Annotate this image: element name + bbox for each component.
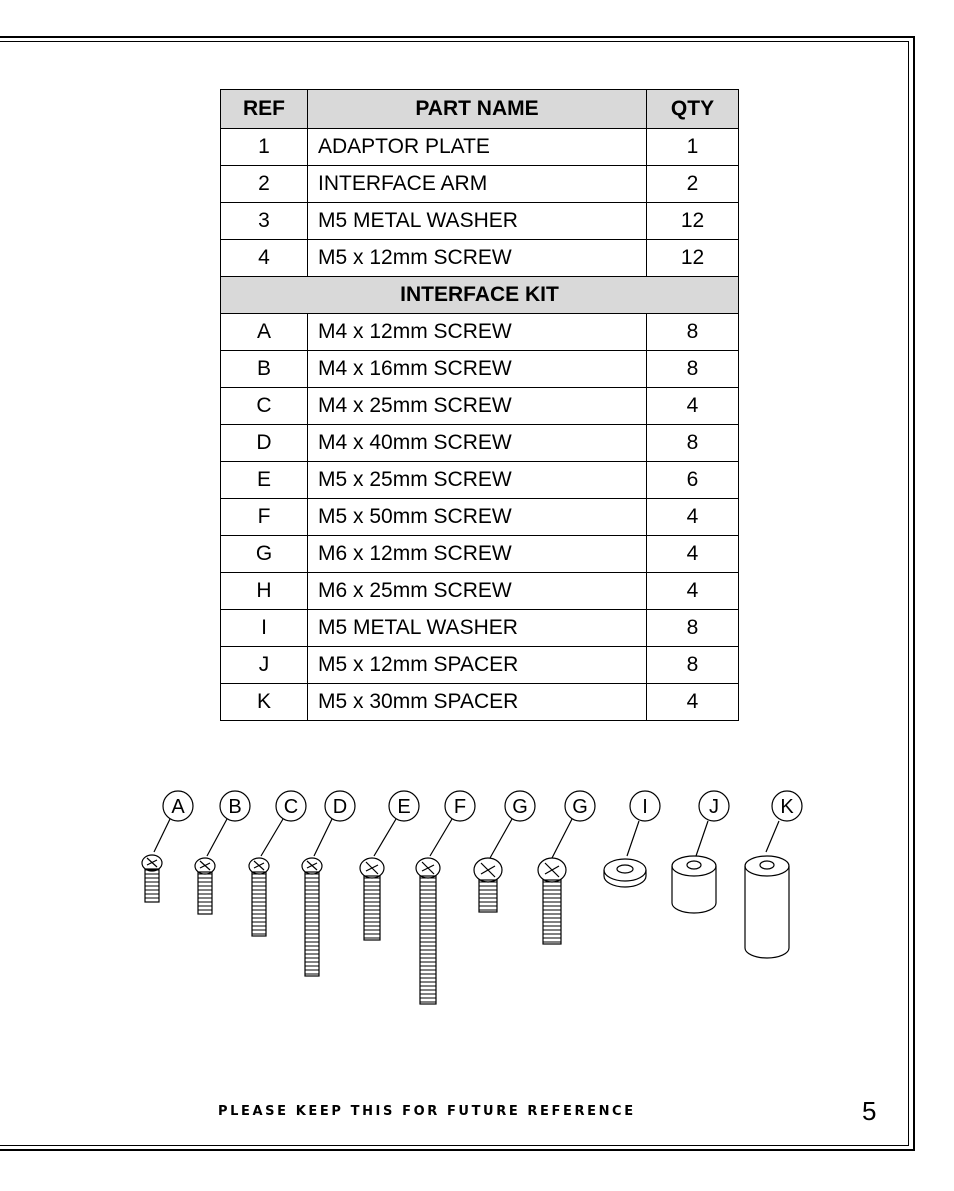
row-qty: 8	[647, 314, 739, 351]
callout-g1	[490, 791, 535, 858]
header-ref: REF	[221, 90, 308, 129]
table-row	[221, 203, 739, 240]
row-part-name: M5 x 50mm SCREW	[308, 499, 647, 536]
row-ref: 4	[221, 240, 308, 277]
table-row	[221, 314, 739, 351]
row-qty: 8	[647, 647, 739, 684]
row-qty: 12	[647, 240, 739, 277]
row-part-name: M4 x 12mm SCREW	[308, 314, 647, 351]
row-qty: 6	[647, 462, 739, 499]
table-row	[221, 425, 739, 462]
row-part-name: M5 x 25mm SCREW	[308, 462, 647, 499]
row-ref: J	[221, 647, 308, 684]
row-part-name: M4 x 16mm SCREW	[308, 351, 647, 388]
row-ref: K	[221, 684, 308, 721]
spacer-k-icon	[745, 856, 789, 958]
row-ref: H	[221, 573, 308, 610]
table-row	[221, 166, 739, 203]
table-row	[221, 351, 739, 388]
callout-label-d: D	[332, 796, 348, 818]
callout-label-c: C	[283, 796, 299, 818]
row-ref: C	[221, 388, 308, 425]
table-row	[221, 499, 739, 536]
spacer-j-icon	[672, 856, 716, 913]
callout-label-f: F	[453, 796, 467, 818]
row-part-name: M6 x 25mm SCREW	[308, 573, 647, 610]
callout-b	[207, 791, 250, 856]
footer-text: PLEASE KEEP THIS FOR FUTURE REFERENCE	[218, 1104, 636, 1119]
callout-e	[374, 791, 419, 856]
callout-c	[261, 791, 306, 856]
washer-i-icon	[604, 859, 646, 887]
row-qty: 8	[647, 425, 739, 462]
table-row	[221, 573, 739, 610]
screw-a-icon	[142, 855, 162, 902]
row-part-name: M4 x 25mm SCREW	[308, 388, 647, 425]
row-ref: A	[221, 314, 308, 351]
table-row	[221, 610, 739, 647]
header-part-name: PART NAME	[308, 90, 647, 129]
callout-label-a: A	[171, 796, 185, 818]
table-row	[221, 536, 739, 573]
row-qty: 1	[647, 129, 739, 166]
callout-label-k: K	[780, 796, 794, 818]
row-part-name: M5 METAL WASHER	[308, 203, 647, 240]
table-header-row	[221, 90, 739, 129]
screw-b-icon	[195, 858, 215, 914]
row-part-name: ADAPTOR PLATE	[308, 129, 647, 166]
row-ref: F	[221, 499, 308, 536]
row-qty: 4	[647, 499, 739, 536]
page-number: 5	[862, 1096, 877, 1126]
screw-g-long-icon	[538, 858, 566, 944]
table-row	[221, 388, 739, 425]
header-qty: QTY	[647, 90, 739, 129]
table-row	[221, 647, 739, 684]
callout-k	[766, 791, 802, 852]
row-qty: 8	[647, 351, 739, 388]
callout-label-e: E	[397, 796, 411, 818]
screw-d-icon	[302, 858, 322, 976]
row-ref: G	[221, 536, 308, 573]
row-ref: 3	[221, 203, 308, 240]
callout-label-g1: G	[512, 796, 528, 818]
row-qty: 8	[647, 610, 739, 647]
row-part-name: M5 x 12mm SCREW	[308, 240, 647, 277]
row-part-name: M5 METAL WASHER	[308, 610, 647, 647]
row-ref: 1	[221, 129, 308, 166]
callout-d	[314, 791, 355, 856]
row-qty: 4	[647, 684, 739, 721]
callout-label-b: B	[228, 796, 242, 818]
row-ref: I	[221, 610, 308, 647]
callout-label-i: I	[642, 796, 648, 818]
table-row	[221, 240, 739, 277]
callout-j	[696, 791, 729, 856]
callout-a	[154, 791, 193, 852]
screw-e-icon	[360, 858, 384, 940]
screw-c-icon	[249, 858, 269, 936]
row-qty: 2	[647, 166, 739, 203]
row-ref: B	[221, 351, 308, 388]
row-part-name: M5 x 12mm SPACER	[308, 647, 647, 684]
callout-g2	[552, 791, 595, 858]
callout-label-j: J	[709, 796, 719, 818]
row-part-name: INTERFACE ARM	[308, 166, 647, 203]
row-part-name: M6 x 12mm SCREW	[308, 536, 647, 573]
row-ref: 2	[221, 166, 308, 203]
row-qty: 4	[647, 388, 739, 425]
screw-f-icon	[416, 858, 440, 1004]
row-qty: 12	[647, 203, 739, 240]
row-ref: E	[221, 462, 308, 499]
row-qty: 4	[647, 536, 739, 573]
row-part-name: M4 x 40mm SCREW	[308, 425, 647, 462]
callout-label-g2: G	[572, 796, 588, 818]
callout-f	[430, 791, 475, 856]
table-row	[221, 462, 739, 499]
callout-i	[627, 791, 660, 856]
row-ref: D	[221, 425, 308, 462]
table-row	[221, 684, 739, 721]
section-row	[221, 277, 739, 314]
screw-g-short-icon	[474, 858, 502, 912]
parts-table	[220, 89, 739, 721]
table-row	[221, 129, 739, 166]
section-title-interface-kit: INTERFACE KIT	[221, 277, 739, 314]
hardware-illustration	[0, 780, 954, 1020]
row-qty: 4	[647, 573, 739, 610]
row-part-name: M5 x 30mm SPACER	[308, 684, 647, 721]
